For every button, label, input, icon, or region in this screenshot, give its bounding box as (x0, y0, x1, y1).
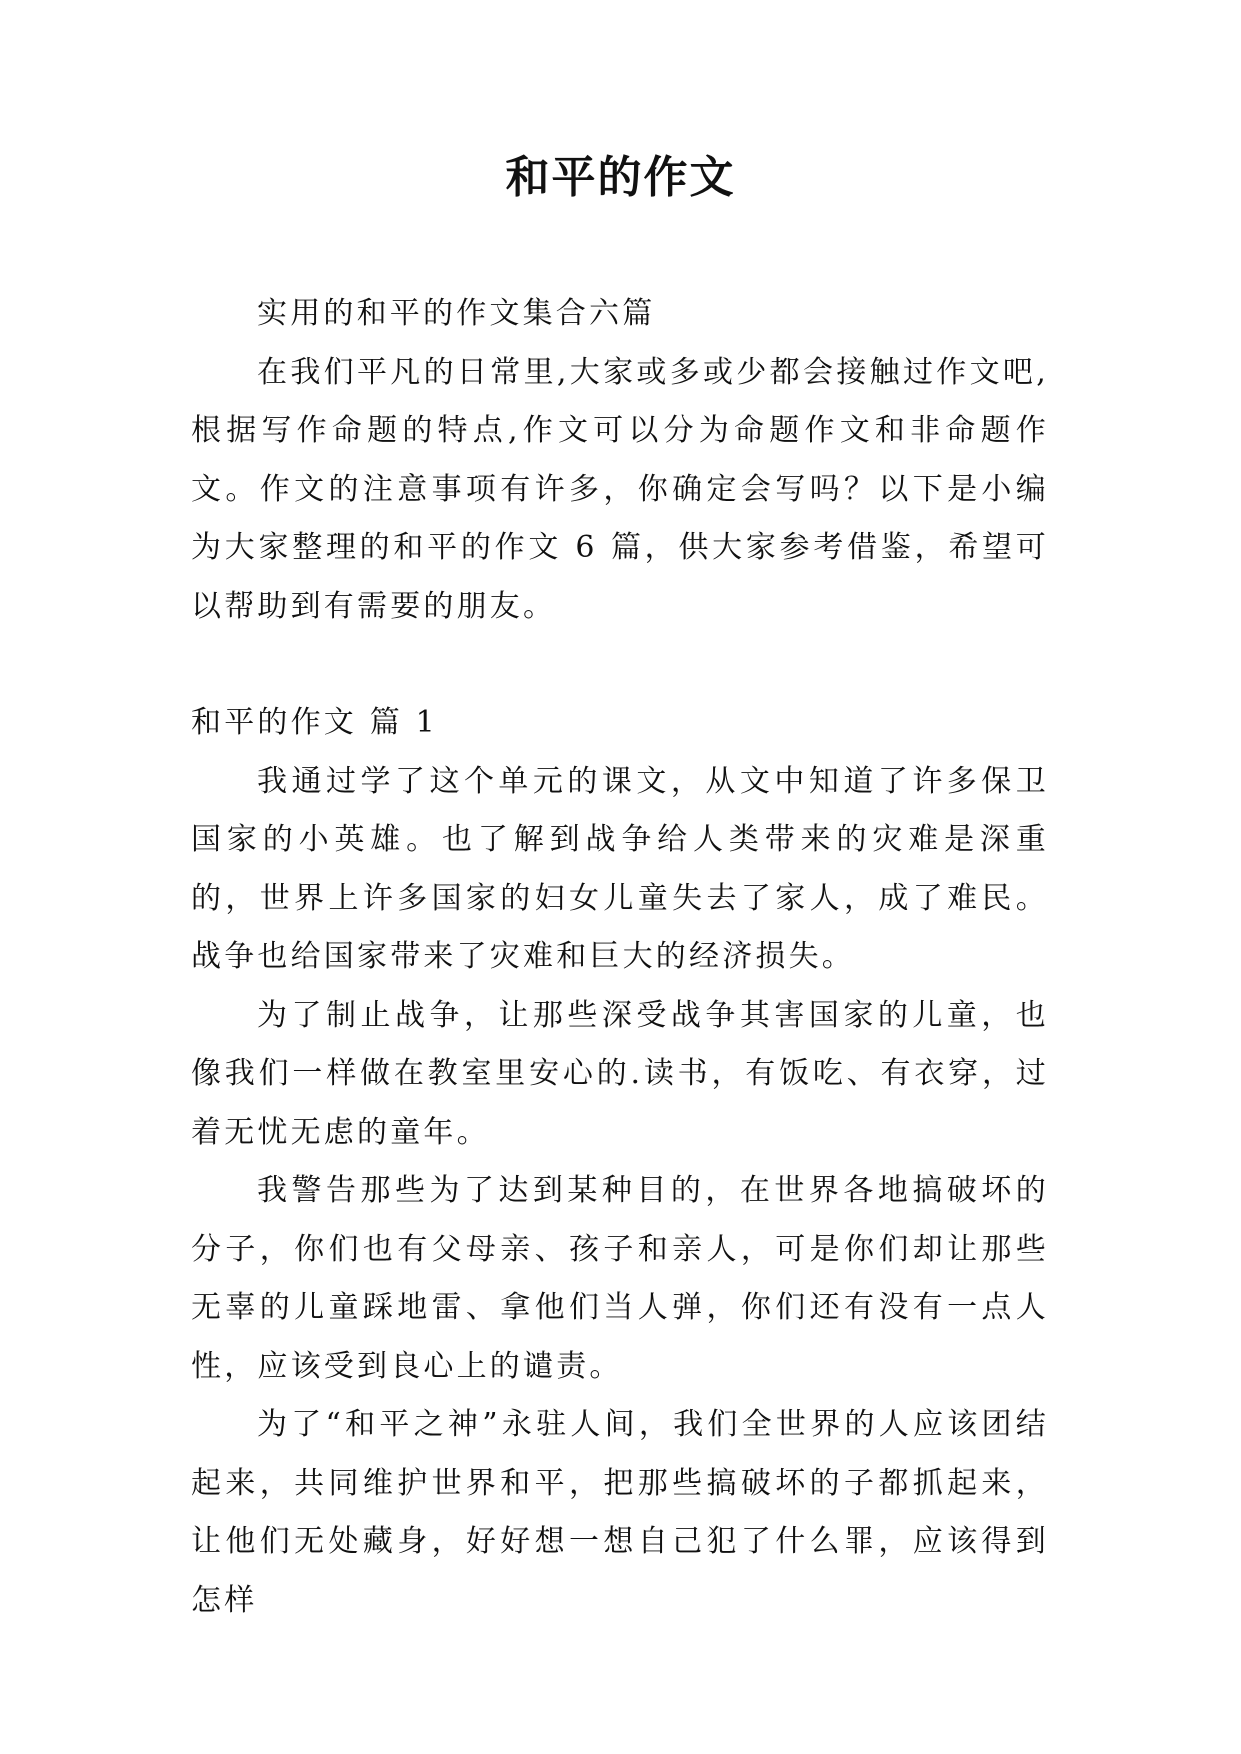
essay-paragraph: 为了“和平之神”永驻人间，我们全世界的人应该团结起来，共同维护世界和平，把那些搞破坏的子都抓起来，让他们无处藏身，好好想一想自己犯了什么罪，应该得到怎样 (191, 1407, 1049, 1618)
essay-paragraph: 我警告那些为了达到某种目的，在世界各地搞破坏的分子，你们也有父母亲、孩子和亲人，可是你们却让那些无辜的儿童踩地雷、拿他们当人弹，你们还有没有一点人性，应该受到良心上的谴责。 (191, 1173, 1049, 1384)
intro-subtitle: 实用的和平的作文集合六篇 (257, 296, 656, 331)
intro-block (191, 285, 1049, 636)
document-title: 和平的作文 (505, 152, 736, 203)
essay-paragraph: 我通过学了这个单元的课文，从文中知道了许多保卫国家的小英雄。也了解到战争给人类带来的灾难是深重的，世界上许多国家的妇女儿童失去了家人，成了难民。战争也给国家带来了灾难和巨大的经济损失。 (191, 763, 1049, 974)
essay-section-1 (191, 694, 1049, 1630)
essay-paragraph: 为了制止战争，让那些深受战争其害国家的儿童，也像我们一样做在教室里安心的.读书，有饭吃、有衣穿，过着无忧无虑的童年。 (191, 997, 1049, 1150)
section-heading: 和平的作文 篇 1 (191, 705, 438, 740)
intro-paragraph: 在我们平凡的日常里,大家或多或少都会接触过作文吧,根据写作命题的特点,作文可以分为命题作文和非命题作文。作文的注意事项有许多，你确定会写吗？以下是小编为大家整理的和平的作文 6 篇，供大家参考借鉴，希望可以帮助到有需要的朋友。 (191, 354, 1049, 624)
